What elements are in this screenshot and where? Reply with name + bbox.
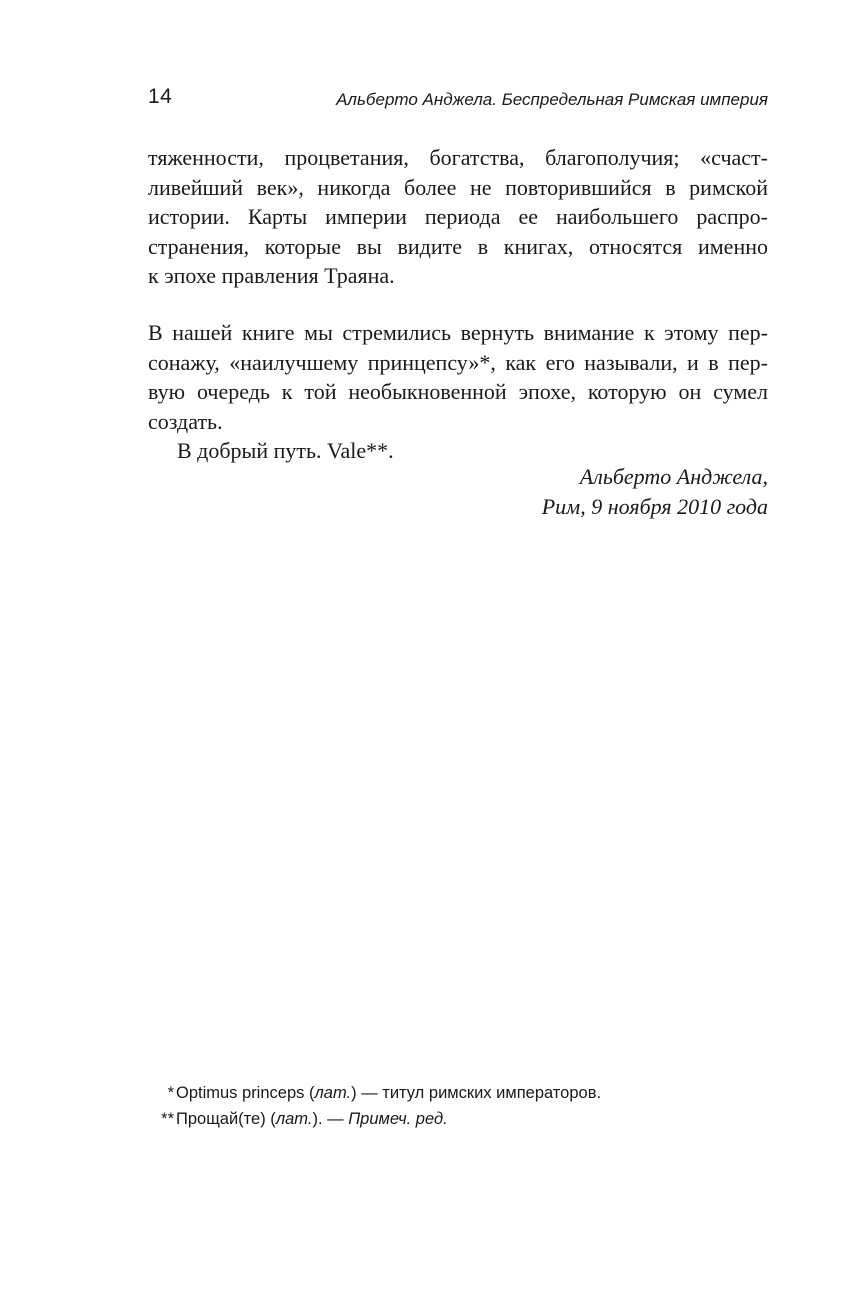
footnote-text-part: Optimus princeps ( <box>176 1084 315 1102</box>
text-line: к эпохе правления Траяна. <box>148 263 395 288</box>
text-line: ливейший век», никогда более не повторившийся в римской <box>148 174 768 200</box>
page-number: 14 <box>148 85 173 108</box>
footnote-2 <box>148 1106 768 1132</box>
signature <box>368 462 768 522</box>
footnote-text <box>176 1106 448 1132</box>
text-line: сонажу, «наилучшему принцепсу»*, как его называли, и в пер- <box>148 349 768 375</box>
running-title: Альберто Анджела. Беспредельная Римская империя <box>336 90 768 109</box>
footnote-italic: лат. <box>314 1084 352 1102</box>
footnote-italic: лат. <box>275 1110 313 1128</box>
text-line: вую очередь к той необыкновенной эпохе, которую он сумел <box>148 379 768 404</box>
footnote-marker: * <box>167 1084 174 1102</box>
footnote-text-part: Прощай(те) ( <box>176 1110 276 1128</box>
text-line: тяженности, процветания, богатства, благополучия; «счаст- <box>148 145 768 170</box>
text-line: истории. Карты империи периода ее наибольшего распро- <box>148 204 768 229</box>
footnotes <box>148 1080 768 1132</box>
text-line: странения, которые вы видите в книгах, относятся именно <box>148 233 768 259</box>
text-line: В нашей книге мы стремились вернуть внимание к этому пер- <box>148 320 768 345</box>
footnote-text-part: ) — титул римских императоров. <box>351 1084 602 1102</box>
signature-author: Альберто Анджела, <box>579 464 768 489</box>
text-line: создать. <box>148 408 223 434</box>
footnote-1 <box>148 1080 768 1106</box>
footnote-text-part: ). — <box>312 1110 349 1128</box>
footnote-italic: Примеч. ред. <box>348 1110 448 1128</box>
signature-place-date: Рим, 9 ноября 2010 года <box>541 494 768 519</box>
closing-line: В добрый путь. Vale**. <box>177 438 394 463</box>
footnote-text <box>176 1080 601 1106</box>
paragraph-2 <box>148 318 768 466</box>
footnote-marker: ** <box>161 1110 174 1128</box>
paragraph-1 <box>148 143 768 291</box>
